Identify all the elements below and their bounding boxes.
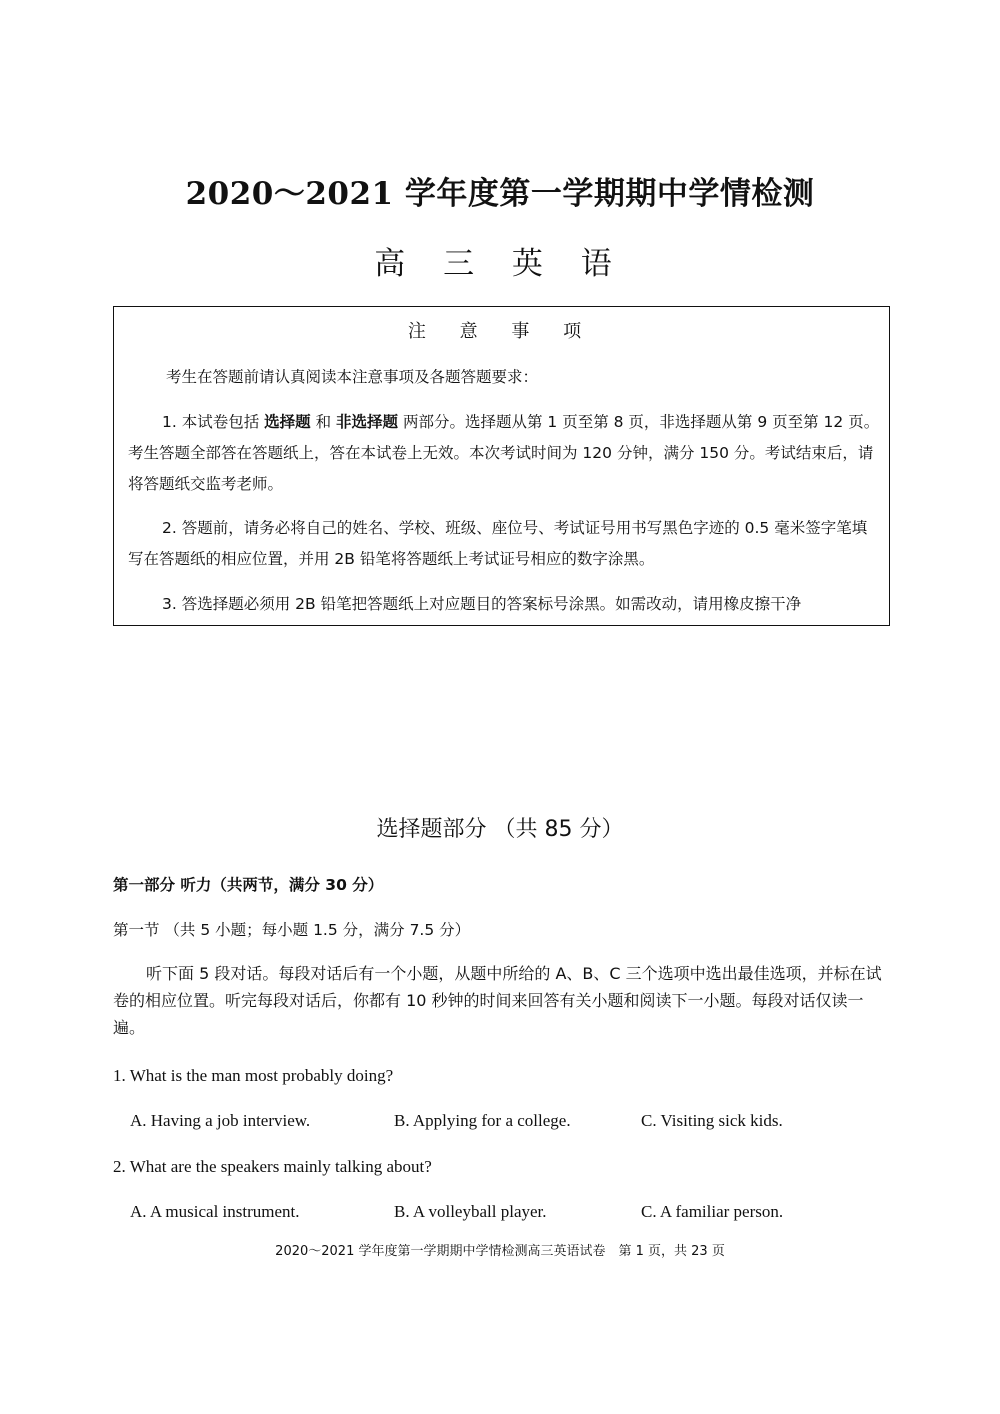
option-b: B. A volleyball player. bbox=[394, 1202, 547, 1221]
notice-item-1-rest: 两部分。选择题从第 1 页至第 8 页，非选择题从第 9 页至第 12 页。考生答题全部答在答题纸上，答在本试卷上无效。本次考试时间为 120 分钟，满分 150 分。考试结束后，请将答题纸交监考老师。 bbox=[128, 413, 880, 493]
option-b: B. Applying for a college. bbox=[394, 1111, 571, 1130]
notice-keyword-nonchoice: 非选择题 bbox=[336, 413, 399, 431]
listening-instructions: 听下面 5 段对话。每段对话后有一个小题，从题中所给的 A、B、C 三个选项中选出最佳选项，并标在试卷的相应位置。听完每段对话后，你都有 10 秒钟的时间来回答有关小题和阅读下一小题。每段对话仅读一遍。 bbox=[113, 964, 882, 1037]
notice-item-3: 3. 答选择题必须用 2B 铅笔把答题纸上对应题目的答案标号涂黑。如需改动，请用橡皮擦干净 bbox=[162, 595, 802, 613]
section-title: 选择题部分 （共 85 分） bbox=[376, 817, 624, 842]
notice-box bbox=[113, 306, 890, 626]
exam-title: 2020～2021 学年度第一学期期中学情检测 bbox=[185, 176, 815, 212]
notice-item-1-and: 和 bbox=[310, 413, 337, 431]
part-title: 第一部分 听力（共两节，满分 30 分） bbox=[113, 876, 384, 894]
option-c: C. A familiar person. bbox=[641, 1202, 784, 1221]
exam-subject: 高 三 英 语 bbox=[374, 246, 626, 282]
option-c: C. Visiting sick kids. bbox=[641, 1111, 783, 1130]
notice-keyword-choice: 选择题 bbox=[264, 413, 311, 431]
page-footer: 2020～2021 学年度第一学期期中学情检测高三英语试卷 第 1 页，共 23 页 bbox=[275, 1244, 725, 1259]
notice-title: 注 意 事 项 bbox=[407, 321, 596, 342]
subsection-title: 第一节 （共 5 小题；每小题 1.5 分，满分 7.5 分） bbox=[113, 921, 471, 939]
notice-item-1 bbox=[128, 407, 880, 500]
notice-item-1-lead: 1. 本试卷包括 bbox=[162, 413, 265, 431]
question-stem: 1. What is the man most probably doing? bbox=[113, 1066, 394, 1085]
question-stem: 2. What are the speakers mainly talking about? bbox=[113, 1157, 432, 1176]
option-a: A. A musical instrument. bbox=[130, 1202, 300, 1221]
notice-intro: 考生在答题前请认真阅读本注意事项及各题答题要求： bbox=[166, 368, 539, 386]
option-a: A. Having a job interview. bbox=[130, 1111, 311, 1130]
notice-item-2: 2. 答题前，请务必将自己的姓名、学校、班级、座位号、考试证号用书写黑色字迹的 0.5 毫米签字笔填写在答题纸的相应位置，并用 2B 铅笔将答题纸上考试证号相应的数字涂黑。 bbox=[128, 519, 868, 568]
